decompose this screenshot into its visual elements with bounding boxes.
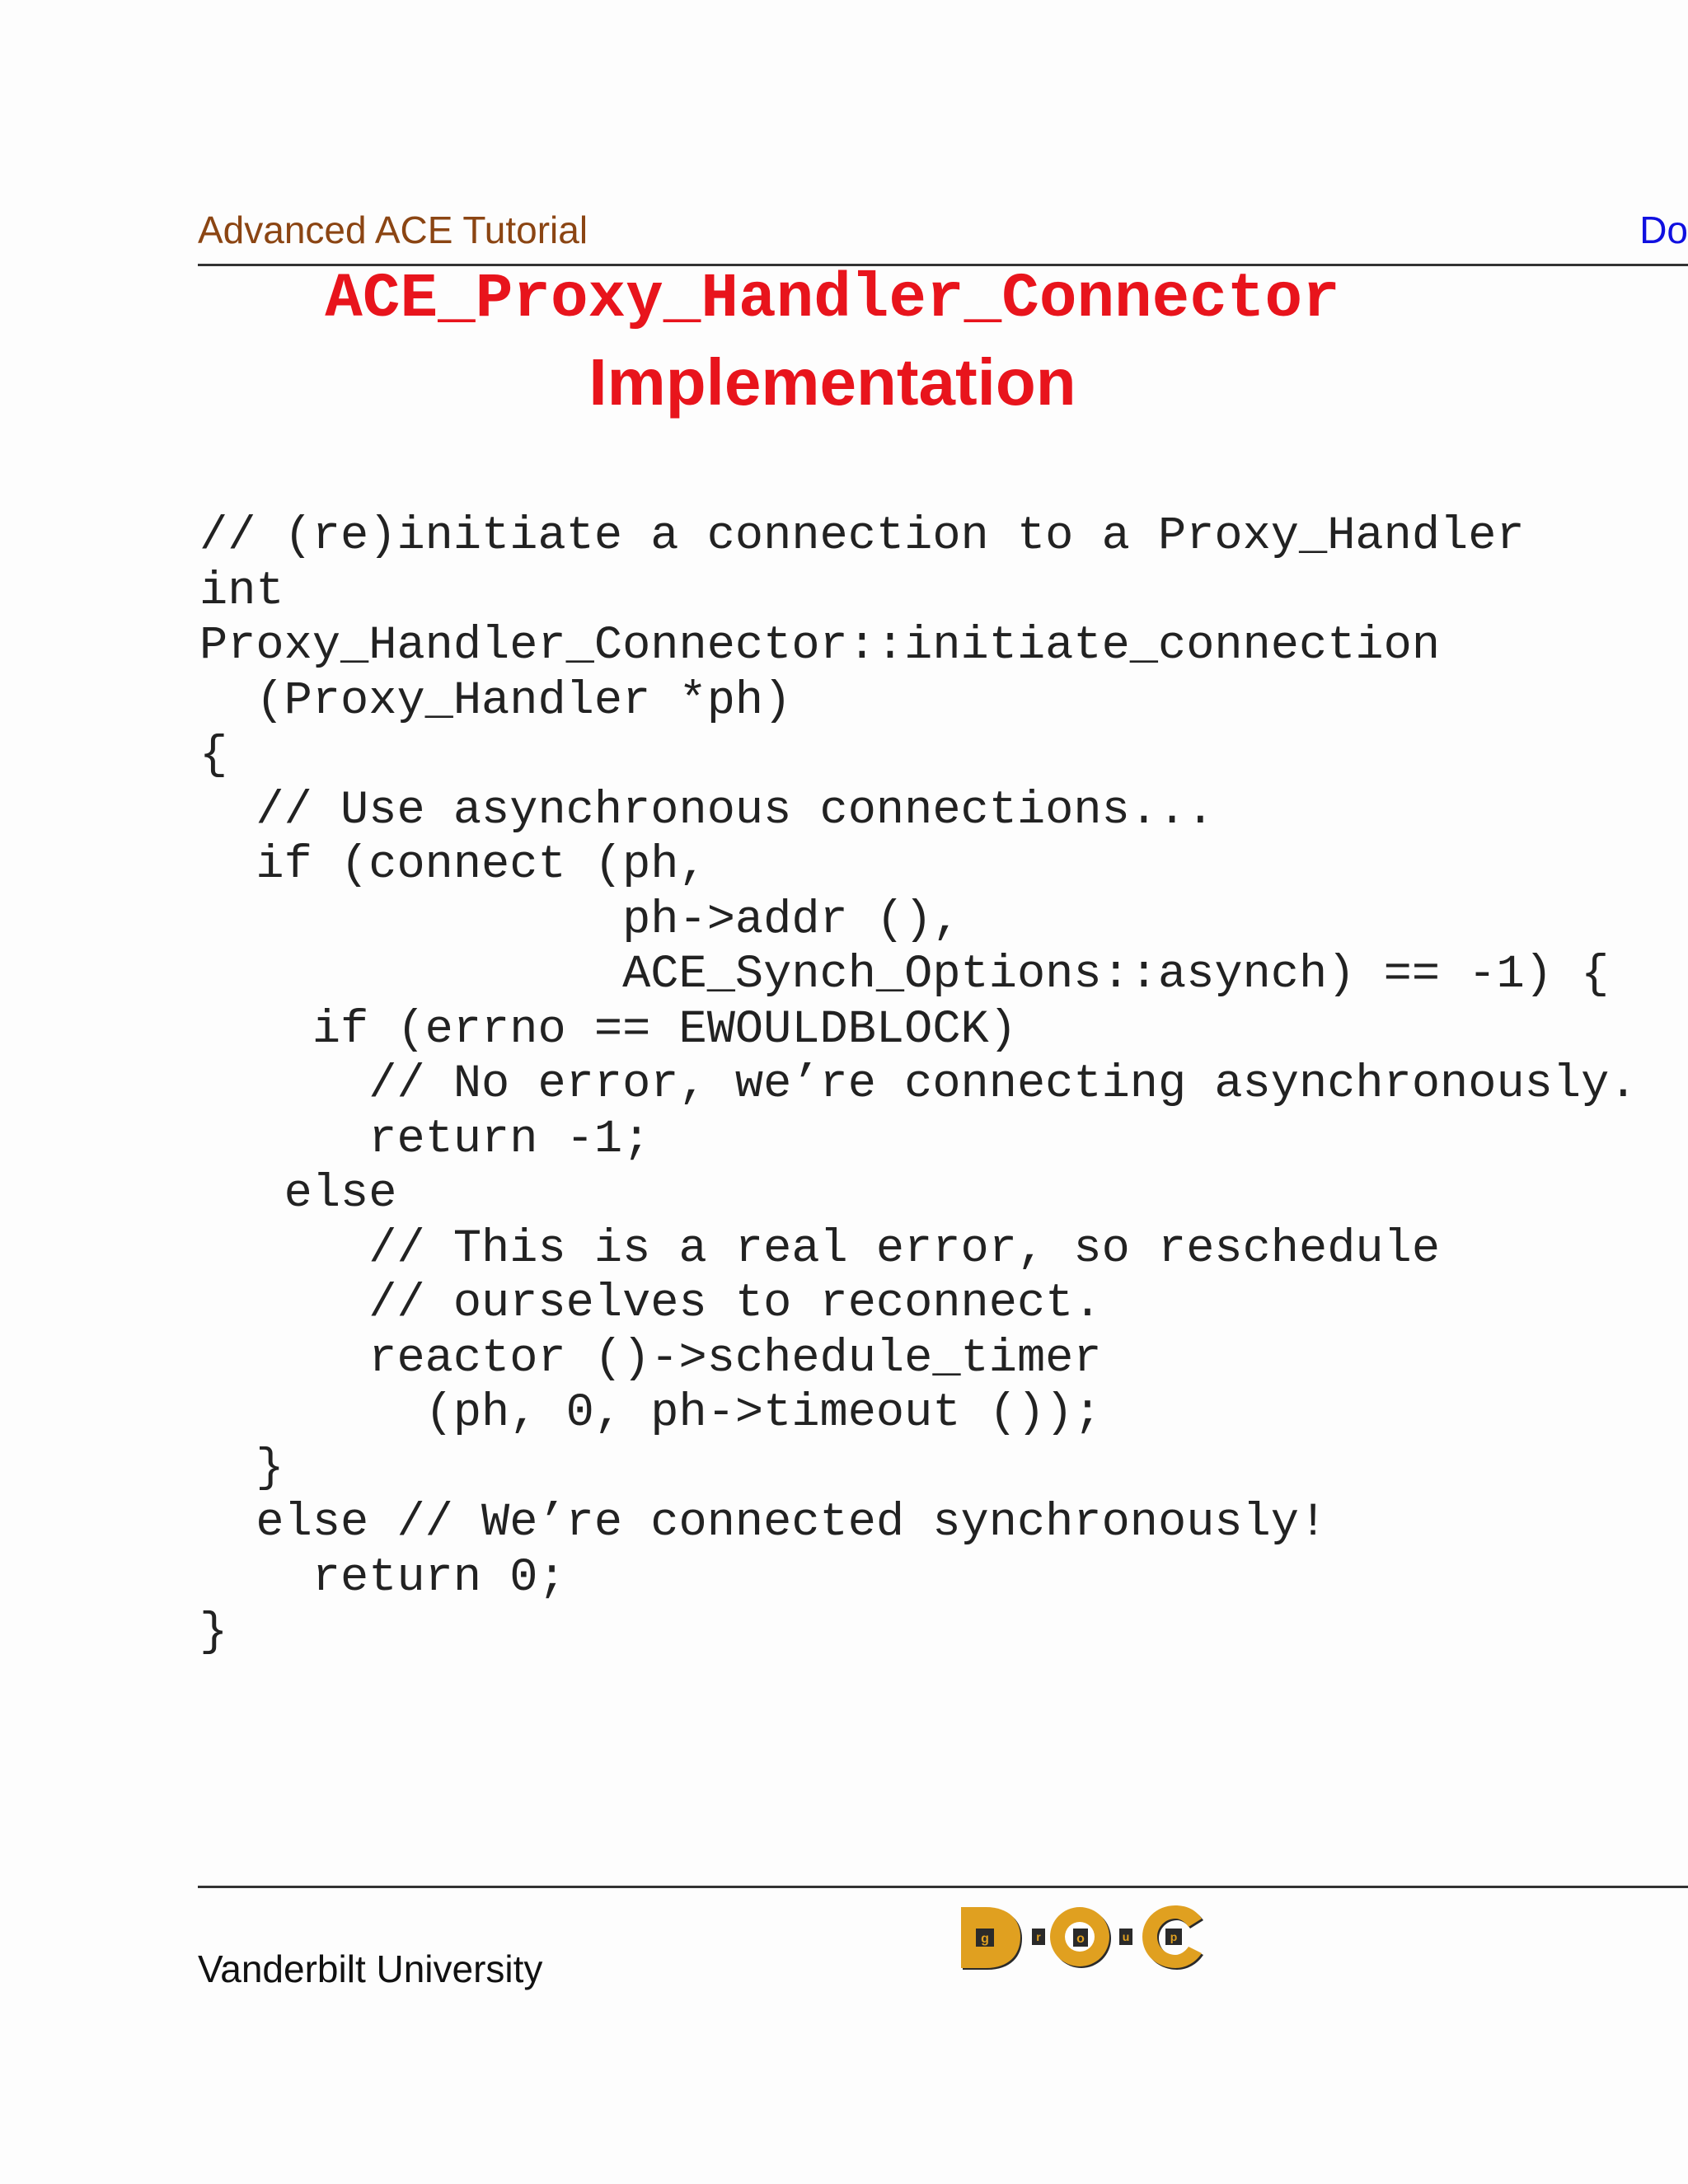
header-section-link[interactable]: Do bbox=[1639, 209, 1688, 251]
logo-o-icon bbox=[1050, 1907, 1111, 1968]
doc-group-logo-icon bbox=[956, 1897, 1220, 1976]
logo-d-icon bbox=[961, 1907, 1022, 1970]
logo-c-icon bbox=[1142, 1905, 1203, 1970]
footer-divider bbox=[198, 1886, 1688, 1888]
slide-title-class-name: ACE_Proxy_Handler_Connector bbox=[325, 264, 1340, 335]
svg-text:o: o bbox=[1076, 1932, 1085, 1946]
svg-text:r: r bbox=[1036, 1930, 1041, 1943]
logo-r-icon bbox=[1032, 1929, 1045, 1945]
svg-text:p: p bbox=[1170, 1930, 1178, 1943]
svg-text:u: u bbox=[1122, 1930, 1130, 1943]
code-listing: // (re)initiate a connection to a Proxy_Handler int Proxy_Handler_Connector::initiate_connection (Proxy_Handler *ph) { // Use asynchronous connections... if (connect (ph, ph->addr (), ACE_Synch_Options::asynch) == -1) { if (errno == EWOULDBLOCK) // No error, we’re connecting asynchronously. return -1; else // This is a real error, so reschedule // ourselves to reconnect. reactor ()->schedule_timer (ph, 0, ph->timeout ()); } else // We’re connected synchronously! return 0; } bbox=[199, 510, 1638, 1659]
slide-title-subtitle: Implementation bbox=[588, 345, 1076, 419]
footer-institution: Vanderbilt University bbox=[198, 1947, 543, 1990]
svg-text:g: g bbox=[981, 1932, 989, 1946]
header-course-title: Advanced ACE Tutorial bbox=[198, 209, 588, 251]
logo-u-icon bbox=[1119, 1929, 1132, 1945]
